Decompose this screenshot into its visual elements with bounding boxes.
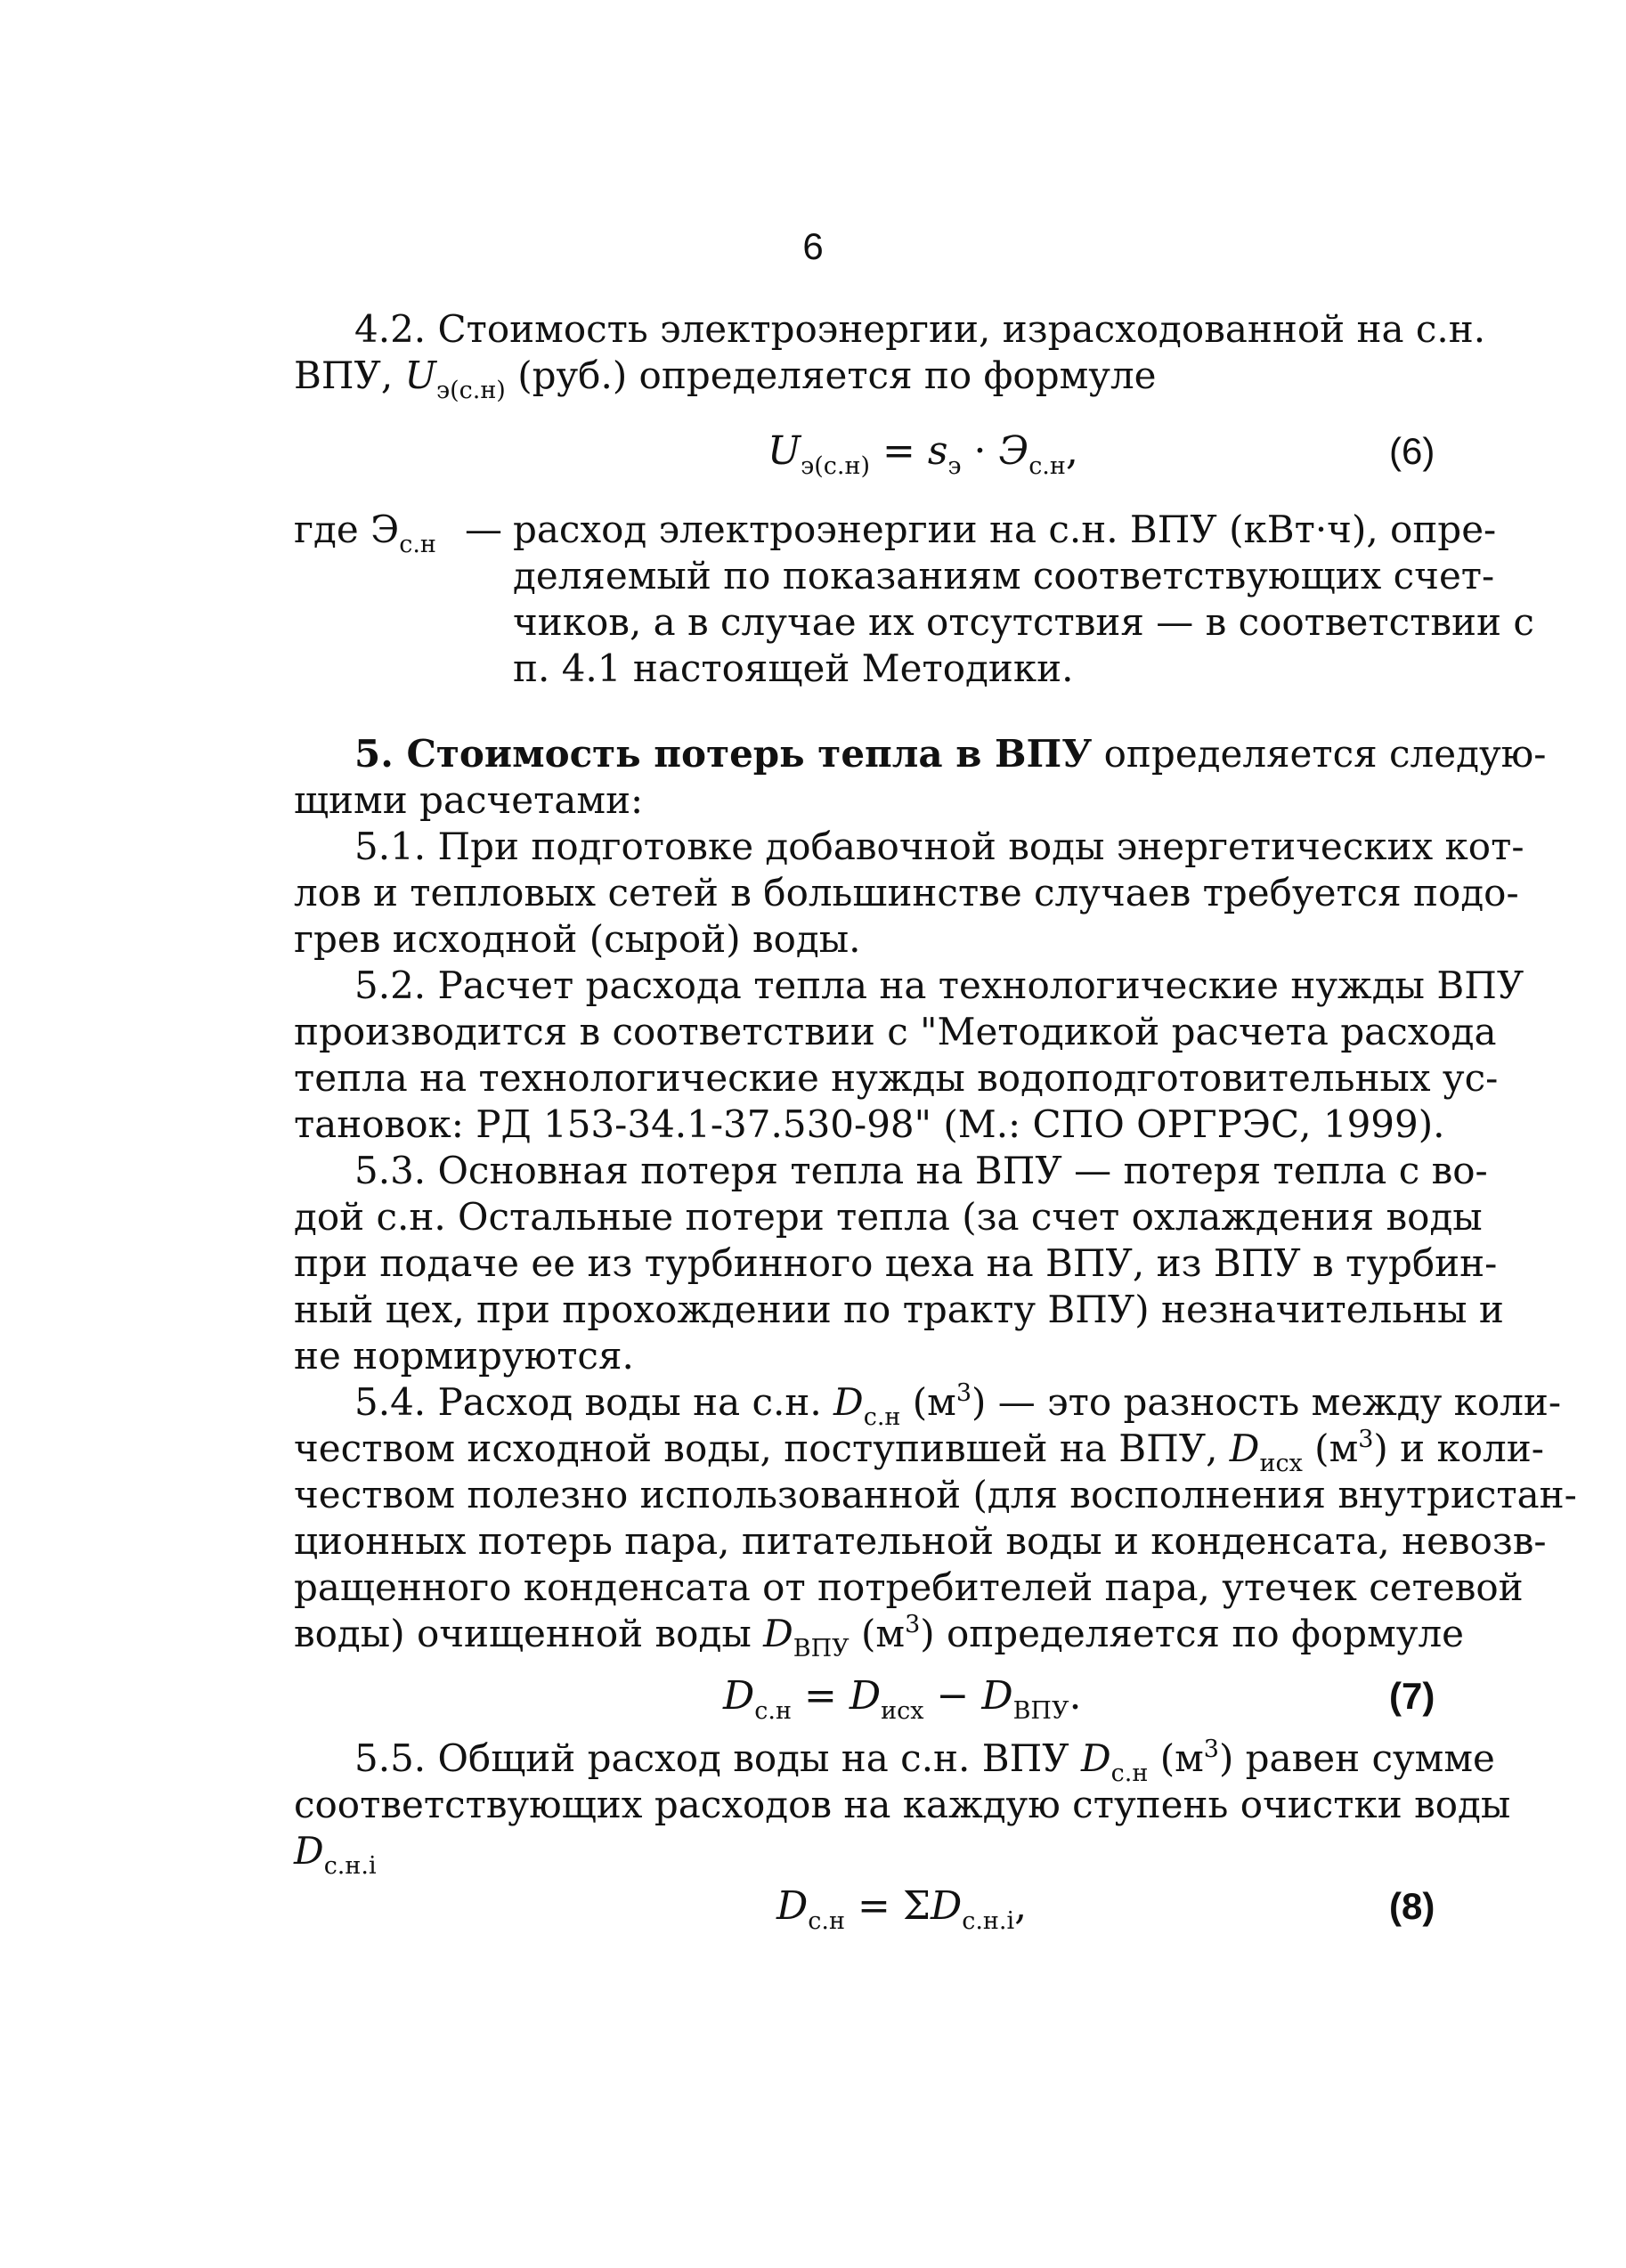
formula-8-number: (8) [1389,1885,1435,1927]
p5-5-line-2: соответствующих расходов на каждую ступень очистки воды [294,1783,1511,1826]
sec5-heading: 5. Стоимость потерь тепла в ВПУ определяется следую- [354,732,1547,776]
sec4-2-line-2: ВПУ, $U_{э(с.н)}$ (руб.) определяется по формуле [294,354,1157,404]
formula-7-number: (7) [1389,1675,1435,1717]
p5-1-line-2: лов и тепловых сетей в большинстве случаев требуется подо- [294,871,1519,915]
formula-8: $D_{с.н} = \Sigma D_{с.н.i}$, [776,1883,1028,1935]
where-line-3: чиков, а в случае их отсутствия — в соответствии с [513,600,1534,644]
where-line-4: п. 4.1 настоящей Методики. [513,646,1074,690]
page-number: 6 [802,225,824,267]
where-line-1: расход электроэнергии на с.н. ВПУ (кВт·ч), опре- [513,508,1497,551]
p5-4-line-4: ционных потерь пара, питательной воды и конденсата, невозв- [294,1519,1547,1563]
where-line-2: деляемый по показаниям соответствующих счет- [513,554,1495,597]
where-label: где $Э_{с.н}$ [294,508,436,558]
p5-2-line-3: тепла на технологические нужды водоподготовительных ус- [294,1056,1499,1100]
sec4-2-line-1: 4.2. Стоимость электроэнергии, израсходованной на с.н. [354,307,1486,351]
p5-3-line-5: не нормируются. [294,1334,634,1378]
p5-2-line-2: производится в соответствии с "Методикой расчета расхода [294,1010,1497,1053]
p5-4-line-6: воды) очищенной воды $D_{ВПУ}$ $(м^3)$ определяется по формуле [294,1611,1464,1662]
p5-3-line-1: 5.3. Основная потеря тепла на ВПУ — потеря тепла с во- [354,1149,1488,1192]
p5-1-line-3: грев исходной (сырой) воды. [294,917,861,961]
formula-6-number: (6) [1389,430,1435,472]
where-dash: — [465,508,502,551]
p5-3-line-2: дой с.н. Остальные потери тепла (за счет охлаждения воды [294,1195,1483,1239]
p5-4-line-3: чеством полезно использованной (для восполнения внутристан- [294,1473,1577,1516]
p5-4-line-2: чеством исходной воды, поступившей на ВПУ, $D_{исх}$ $(м^3)$ и коли- [294,1426,1544,1477]
sec5-heading-line-2: щими расчетами: [294,778,644,822]
p5-1-line-1: 5.1. При подготовке добавочной воды энергетических кот- [354,825,1524,868]
p5-4-line-5: ращенного конденсата от потребителей пара, утечек сетевой [294,1565,1524,1609]
p5-3-line-3: при подаче ее из турбинного цеха на ВПУ, из ВПУ в турбин- [294,1241,1498,1285]
p5-4-line-1: 5.4. Расход воды на с.н. $D_{с.н}$ $(м^3)$ — это разность между коли- [354,1379,1562,1431]
p5-2-line-4: тановок: РД 153-34.1-37.530-98" (М.: СПО ОРГРЭС, 1999). [294,1102,1445,1146]
p5-2-line-1: 5.2. Расчет расхода тепла на технологические нужды ВПУ [354,963,1524,1007]
p5-5-line-1: 5.5. Общий расход воды на с.н. ВПУ $D_{с.н}$ $(м^3)$ равен сумме [354,1736,1495,1787]
formula-6: $U_{э(с.н)} = s_э \cdot Э_{с.н}$, [768,428,1078,480]
p5-5-line-3: $D_{с.н.i}$ [294,1829,377,1880]
formula-7: $D_{с.н} = D_{исх} - D_{ВПУ}$. [723,1673,1082,1725]
p5-3-line-4: ный цех, при прохождении по тракту ВПУ) незначительны и [294,1288,1504,1331]
